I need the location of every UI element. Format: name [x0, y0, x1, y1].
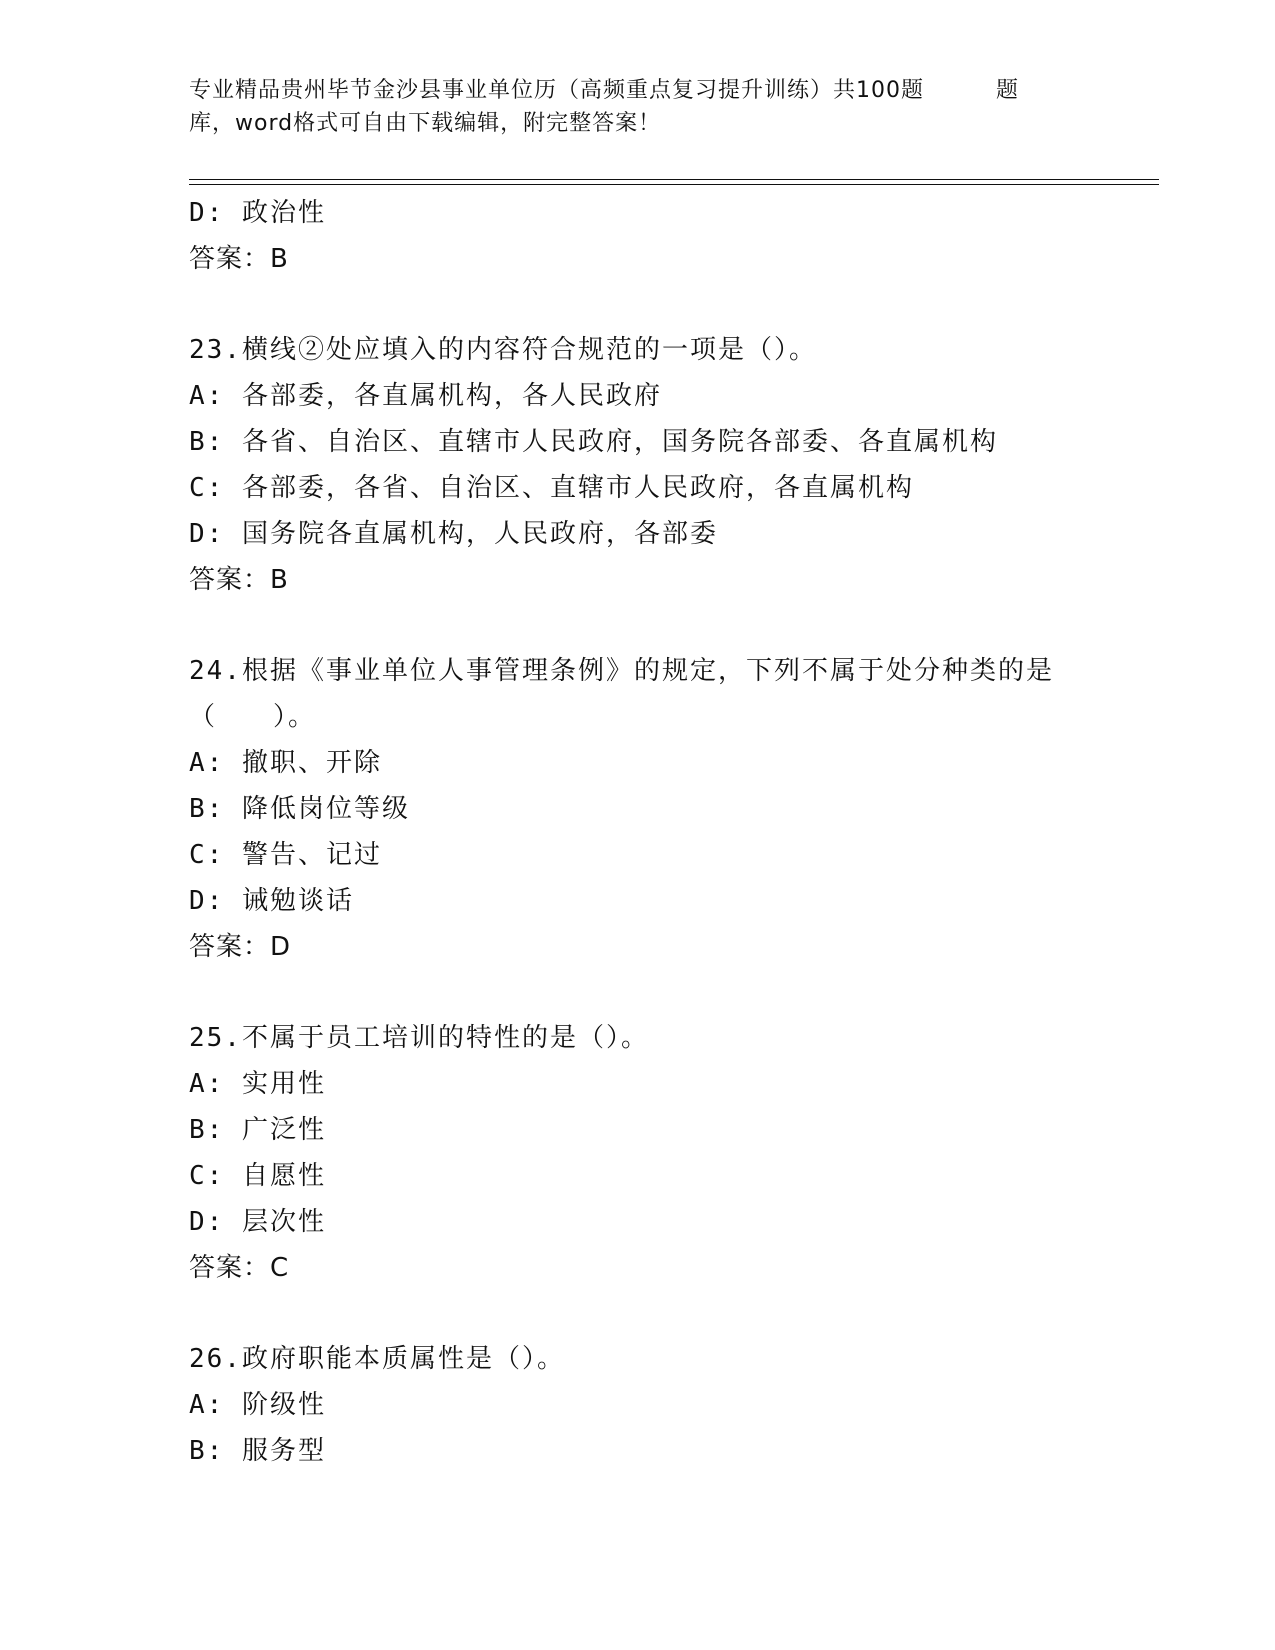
- prev-option-d: D: 政治性: [189, 198, 326, 228]
- option-d: D: 国务院各直属机构，人民政府，各部委: [189, 519, 718, 549]
- question-list: [189, 190, 1149, 1474]
- answer: 答案：D: [189, 932, 292, 962]
- question-stem: 24.根据《事业单位人事管理条例》的规定，下列不属于处分种类的是: [189, 656, 1054, 686]
- option-c: C: 自愿性: [189, 1161, 326, 1191]
- header-title: 专业精品贵州毕节金沙县事业单位历（高频重点复习提升训练）共100题: [189, 78, 924, 103]
- option-c: C: 警告、记过: [189, 840, 382, 870]
- option-d: D: 层次性: [189, 1207, 326, 1237]
- option-b: B: 服务型: [189, 1436, 326, 1466]
- header-divider-top: [189, 179, 1159, 180]
- option-a: A: 各部委，各直属机构，各人民政府: [189, 381, 662, 411]
- spacer: [189, 282, 1149, 327]
- option-b: B: 降低岗位等级: [189, 794, 410, 824]
- spacer: [189, 970, 1149, 1015]
- answer: 答案：C: [189, 1253, 290, 1283]
- header-title-tail: 题: [996, 78, 1020, 103]
- page-header: [189, 74, 1089, 140]
- question-stem: 23.横线②处应填入的内容符合规范的一项是（）。: [189, 335, 817, 365]
- header-divider-bottom: [189, 184, 1159, 185]
- option-a: A: 撤职、开除: [189, 748, 382, 778]
- question-26: [189, 1336, 1149, 1474]
- header-line-2: 库，word格式可自由下载编辑，附完整答案！: [189, 111, 662, 136]
- option-a: A: 阶级性: [189, 1390, 326, 1420]
- question-stem: 26.政府职能本质属性是（）。: [189, 1344, 565, 1374]
- question-23: [189, 327, 1149, 603]
- spacer: [189, 1291, 1149, 1336]
- option-c: C: 各部委，各省、自治区、直辖市人民政府，各直属机构: [189, 473, 914, 503]
- header-line-1: [189, 74, 1089, 107]
- option-a: A: 实用性: [189, 1069, 326, 1099]
- answer: 答案：B: [189, 565, 289, 595]
- question-25: [189, 1015, 1149, 1291]
- question-stem: 25.不属于员工培训的特性的是（）。: [189, 1023, 649, 1053]
- prev-answer: 答案：B: [189, 244, 289, 274]
- option-d: D: 诫勉谈话: [189, 886, 354, 916]
- option-b: B: 各省、自治区、直辖市人民政府，国务院各部委、各直属机构: [189, 427, 998, 457]
- spacer: [189, 603, 1149, 648]
- question-stem-continuation: （ ）。: [189, 702, 317, 732]
- option-b: B: 广泛性: [189, 1115, 326, 1145]
- question-24: [189, 648, 1149, 970]
